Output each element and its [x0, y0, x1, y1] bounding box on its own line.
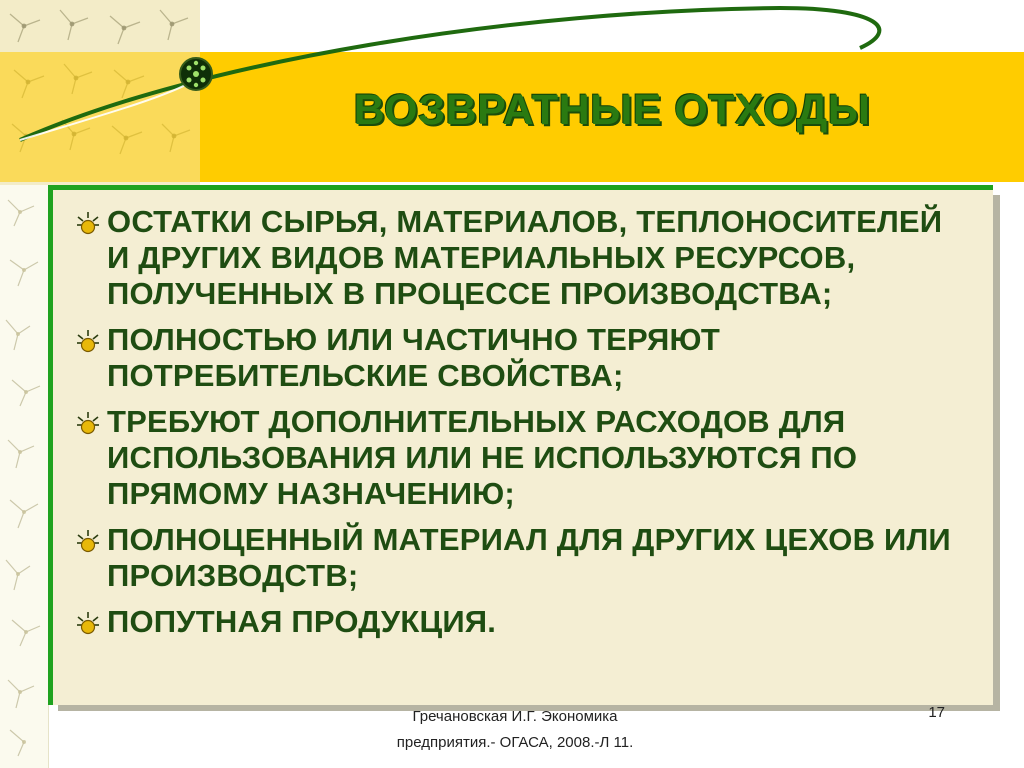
sun-bullet-icon — [75, 528, 101, 554]
page-number: 17 — [928, 704, 945, 721]
bullet-line: ПОТРЕБИТЕЛЬСКИЕ СВОЙСТВА; — [107, 358, 624, 393]
footer-author-line-2: предприятия.- ОГАСА, 2008.-Л 11. — [396, 734, 634, 751]
bullet-line: ПРОИЗВОДСТВ; — [107, 558, 359, 593]
footer-author — [330, 704, 700, 756]
sun-bullet-icon — [75, 610, 101, 636]
footer-author-line-1: Гречановская И.Г. Экономика — [412, 708, 618, 725]
bullet-item — [75, 604, 981, 640]
bullet-list — [53, 190, 993, 640]
bullet-line: ПОПУТНАЯ ПРОДУКЦИЯ. — [107, 604, 497, 639]
bullet-line: ИСПОЛЬЗОВАНИЯ ИЛИ НЕ ИСПОЛЬЗУЮТСЯ ПО — [107, 440, 858, 475]
sun-bullet-icon — [75, 210, 101, 236]
bullet-line: ТРЕБУЮТ ДОПОЛНИТЕЛЬНЫХ РАСХОДОВ ДЛЯ — [107, 404, 846, 439]
sun-bullet-icon — [75, 410, 101, 436]
bullet-item — [75, 322, 981, 394]
sun-bullet-icon — [75, 328, 101, 354]
bullet-item — [75, 204, 981, 312]
bullet-item — [75, 404, 981, 512]
bullet-item — [75, 522, 981, 594]
bullet-line: ОСТАТКИ СЫРЬЯ, МАТЕРИАЛОВ, ТЕПЛОНОСИТЕЛЕЙ — [107, 204, 943, 239]
bullet-line: ПОЛНОЦЕННЫЙ МАТЕРИАЛ ДЛЯ ДРУГИХ ЦЕХОВ ИЛИ — [107, 522, 951, 557]
bullet-line: ПРЯМОМУ НАЗНАЧЕНИЮ; — [107, 476, 515, 511]
content-box — [48, 185, 993, 705]
slide-title: ВОЗВРАТНЫЕ ОТХОДЫ — [353, 86, 871, 134]
bullet-line: ПОЛУЧЕННЫХ В ПРОЦЕССЕ ПРОИЗВОДСТВА; — [107, 276, 833, 311]
bullet-line: И ДРУГИХ ВИДОВ МАТЕРИАЛЬНЫХ РЕСУРСОВ, — [107, 240, 856, 275]
bullet-line: ПОЛНОСТЬЮ ИЛИ ЧАСТИЧНО ТЕРЯЮТ — [107, 322, 721, 357]
